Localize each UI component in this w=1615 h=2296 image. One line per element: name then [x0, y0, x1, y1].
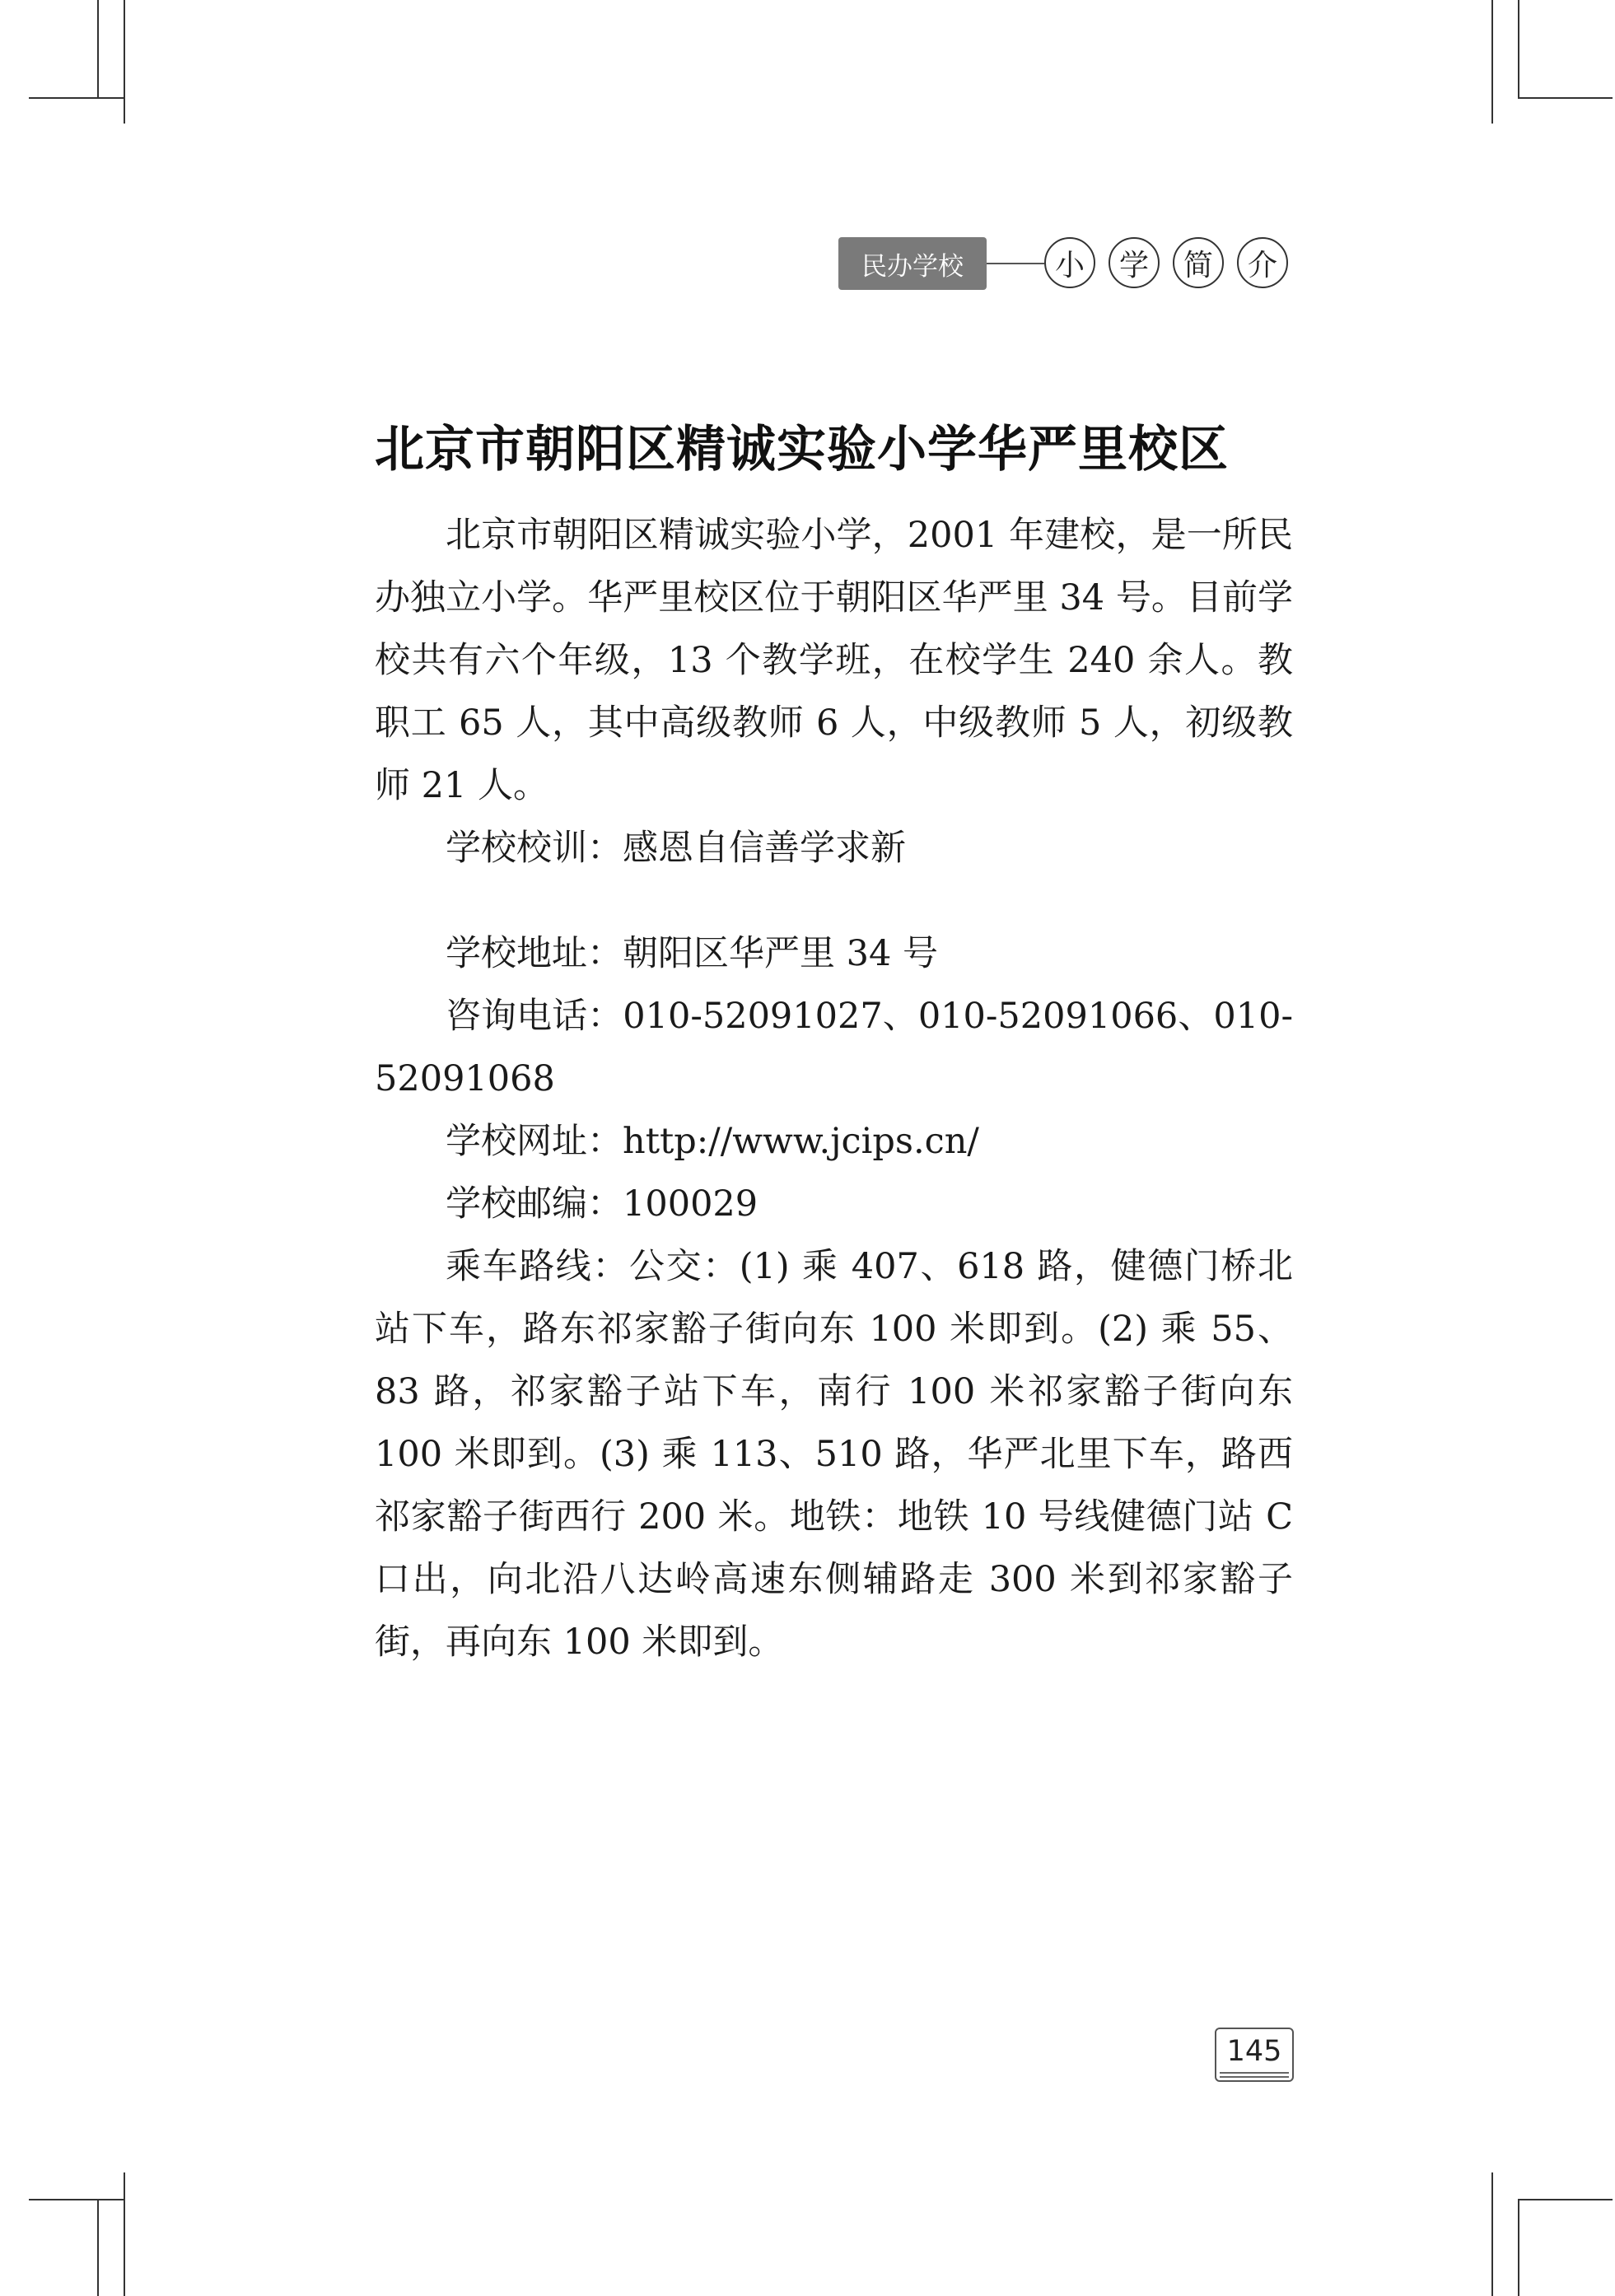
bus-route: 乘车路线：公交：(1) 乘 407、618 路，健德门桥北站下车，路东祁家豁子街向东 100 米即到。(2) 乘 55、83 路，祁家豁子站下车，南行 100 米祁家豁子街向东 100 米即到。(3) 乘 113、510 路，华严北里下车，路西祁家豁子街西行 200 米。地铁：地铁 10 号线健德门站 C 口出，向北沿八达岭高速东侧辅路走 300 米到祁家豁子街，再向东 100 米即到。	[375, 1246, 1293, 1663]
header-circle-char: 小	[1044, 237, 1095, 288]
crop-mark	[29, 97, 124, 99]
header-circle-char: 简	[1173, 237, 1224, 288]
school-website: 学校网址：http://www.jcips.cn/	[446, 1121, 979, 1162]
crop-mark	[97, 0, 99, 97]
school-address: 学校地址：朝阳区华严里 34 号	[446, 933, 939, 974]
book-page-line	[1220, 2072, 1289, 2074]
intro-paragraph: 北京市朝阳区精诚实验小学，2001 年建校，是一所民办独立小学。华严里校区位于朝阳区华严里 34 号。目前学校共有六个年级，13 个教学班，在校学生 240 余人。教职工 65 人，其中高级教师 6 人，中级教师 5 人，初级教师 21 人。	[375, 515, 1293, 806]
school-motto: 学校校训：感恩自信善学求新	[446, 828, 906, 869]
header-circle-char: 介	[1237, 237, 1288, 288]
page-title: 北京市朝阳区精诚实验小学华严里校区	[375, 421, 1229, 478]
crop-mark	[1518, 0, 1519, 97]
crop-mark	[1491, 2172, 1493, 2296]
crop-mark	[29, 2199, 124, 2200]
crop-mark	[124, 0, 125, 124]
body-text	[375, 504, 1293, 1673]
crop-mark	[97, 2199, 99, 2296]
header-connector-line	[987, 263, 1044, 264]
page-number: 145	[1215, 2028, 1294, 2082]
category-tag: 民办学校	[838, 237, 987, 290]
school-postcode: 学校邮编：100029	[446, 1183, 758, 1225]
crop-mark	[1491, 0, 1493, 124]
crop-mark	[1518, 97, 1613, 99]
school-phone: 咨询电话：010-52091027、010-52091066、010-52091068	[375, 996, 1293, 1099]
book-page-line	[1220, 2076, 1289, 2078]
crop-mark	[124, 2172, 125, 2296]
header-circle-char: 学	[1109, 237, 1160, 288]
crop-mark	[1518, 2199, 1613, 2200]
running-header	[838, 237, 1291, 293]
crop-mark	[1518, 2199, 1519, 2296]
